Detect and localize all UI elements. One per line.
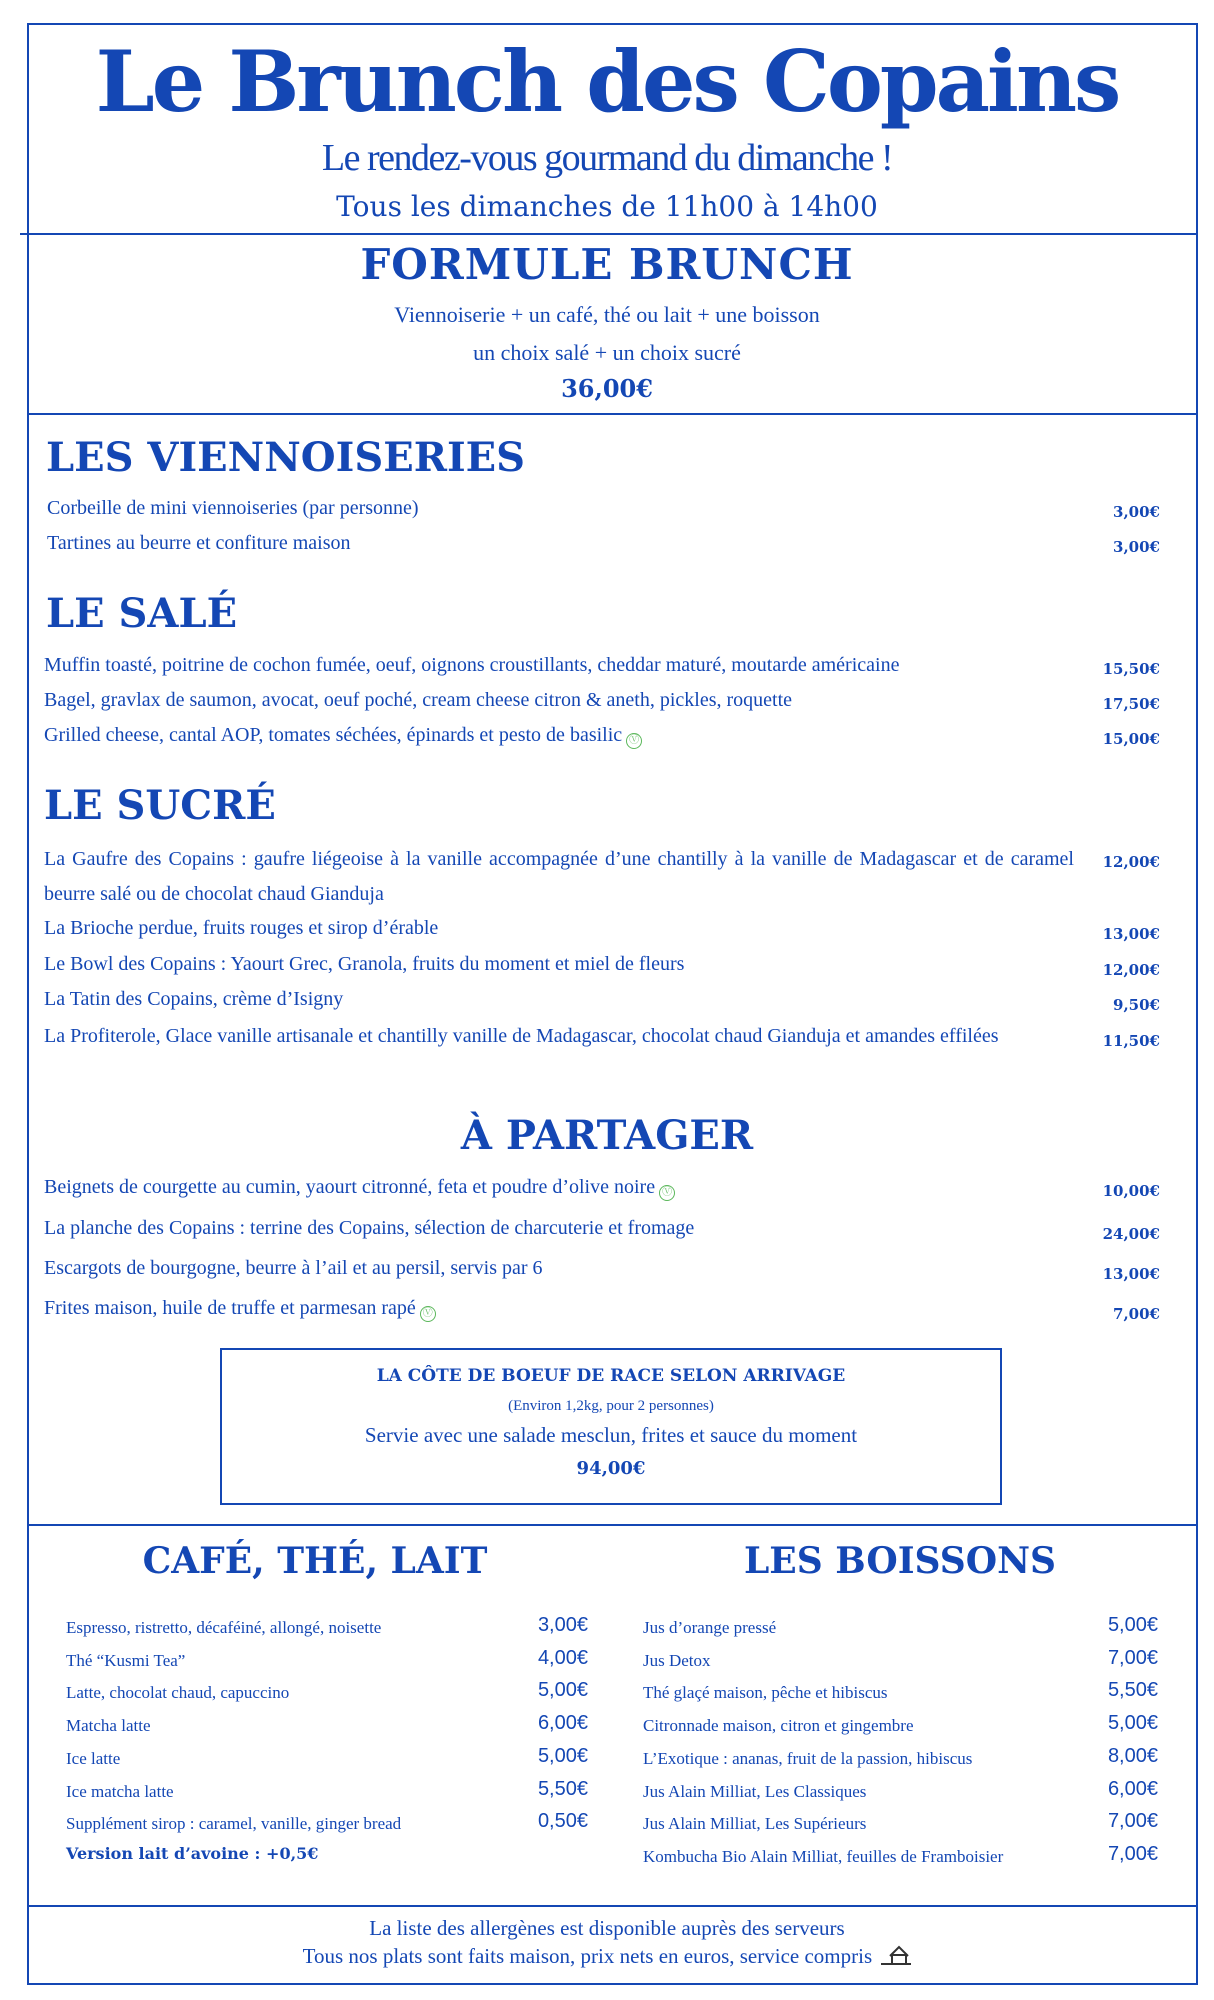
drink-name: Espresso, ristretto, décaféiné, allongé, noisette	[66, 1618, 382, 1637]
formule-line-1: Viennoiserie + un café, thé ou lait + une boisson	[394, 302, 820, 327]
drink-name: Thé glaçé maison, pêche et hibiscus	[643, 1683, 888, 1703]
drink-price: 3,00€	[537, 1614, 588, 1636]
drink-price: 7,00€	[1107, 1810, 1158, 1833]
drink-price: 5,50€	[1107, 1679, 1158, 1702]
restaurant-subtitle: Le rendez-vous gourmand du dimanche !	[321, 137, 893, 179]
section-title-sucre: LE SUCRÉ	[44, 782, 276, 829]
divider-header	[20, 233, 1198, 235]
special-description: Servie avec une salade mesclun, frites et sauce du moment	[364, 1423, 858, 1447]
item-name: La Profiterole, Glace vanille artisanale et chantilly vanille de Madagascar, chocolat chaud Gianduja et amandes effilées	[44, 1025, 999, 1047]
item-price: 24,00€	[1102, 1225, 1160, 1243]
drink-name: Latte, chocolat chaud, capuccino	[66, 1683, 290, 1703]
item-price: 15,00€	[1102, 730, 1160, 748]
footer-info	[0, 1942, 1214, 1970]
drink-price: 6,00€	[1107, 1777, 1158, 1800]
drink-price: 0,50€	[537, 1810, 588, 1833]
special-subtitle: (Environ 1,2kg, pour 2 personnes)	[508, 1398, 714, 1414]
drink-name: Matcha latte	[66, 1716, 151, 1736]
menu-item	[47, 492, 1160, 524]
drink-price: 4,00€	[537, 1646, 588, 1669]
vegetarian-icon: Ⓥ	[420, 1306, 436, 1322]
divider-formule	[27, 413, 1198, 415]
menu-item	[44, 684, 1160, 716]
drink-name: Citronnade maison, citron et gingembre	[643, 1716, 914, 1736]
item-name: Frites maison, huile de truffe et parmesan rapé	[44, 1297, 416, 1319]
item-name: La Tatin des Copains, crème d’Isigny	[44, 988, 344, 1010]
footer-info-text: Tous nos plats sont faits maison, prix nets en euros, service compris	[302, 1944, 873, 1968]
drink-name: Kombucha Bio Alain Milliat, feuilles de Framboisier	[643, 1846, 1004, 1866]
item-name: Corbeille de mini viennoiseries (par personne)	[47, 497, 419, 519]
menu-item	[44, 1212, 1160, 1244]
drink-price: 5,00€	[537, 1679, 588, 1702]
section-title-boissons: LES BOISSONS	[743, 1540, 1057, 1582]
drink-price: 5,00€	[1107, 1712, 1158, 1735]
drink-name: Ice latte	[66, 1748, 121, 1768]
drink-price: 8,00€	[1107, 1744, 1158, 1767]
item-price: 12,00€	[1102, 853, 1160, 871]
house-made-icon	[881, 1943, 911, 1967]
item-price: 13,00€	[1102, 925, 1160, 943]
drink-name: Ice matcha latte	[66, 1781, 174, 1801]
item-name: Beignets de courgette au cumin, yaourt citronné, feta et poudre d’olive noire	[44, 1176, 656, 1198]
opening-hours: Tous les dimanches de 11h00 à 14h00	[336, 190, 878, 223]
drink-price: 6,00€	[537, 1712, 588, 1735]
item-name: Grilled cheese, cantal AOP, tomates séchées, épinards et pesto de basilic	[44, 724, 623, 746]
section-title-viennoiseries: LES VIENNOISERIES	[46, 434, 526, 481]
item-name: Escargots de bourgogne, beurre à l’ail et au persil, servis par 6	[44, 1257, 543, 1279]
drink-price: 5,00€	[537, 1744, 588, 1767]
drink-name: L’Exotique : ananas, fruit de la passion, hibiscus	[643, 1748, 973, 1768]
item-price: 13,00€	[1102, 1265, 1160, 1283]
item-price: 10,00€	[1102, 1182, 1160, 1200]
item-price: 9,50€	[1113, 996, 1160, 1014]
drink-name: Jus d’orange pressé	[643, 1618, 777, 1637]
section-title-partager: À PARTAGER	[460, 1112, 754, 1159]
menu-item	[44, 842, 1160, 912]
item-name: La Gaufre des Copains : gaufre liégeoise à la vanille accompagnée d’une chantilly à la vanille de Madagascar et de caramel beurre salé ou de chocolat chaud Gianduja	[44, 848, 1074, 905]
oat-milk-note: Version lait d’avoine : +0,5€	[66, 1844, 319, 1863]
item-name: Bagel, gravlax de saumon, avocat, oeuf poché, cream cheese citron & aneth, pickles, roquette	[44, 689, 793, 711]
item-price: 3,00€	[1113, 538, 1160, 556]
drink-name: Jus Alain Milliat, Les Supérieurs	[643, 1814, 867, 1834]
item-name: La planche des Copains : terrine des Copains, sélection de charcuterie et fromage	[44, 1217, 695, 1239]
footer-allergens: La liste des allergènes est disponible auprès des serveurs	[369, 1916, 845, 1940]
drink-price: 7,00€	[1107, 1646, 1158, 1669]
divider-drinks	[27, 1524, 1198, 1526]
item-price: 17,50€	[1102, 695, 1160, 713]
item-name: Tartines au beurre et confiture maison	[47, 532, 351, 554]
item-price: 7,00€	[1113, 1305, 1160, 1323]
menu-item	[44, 1019, 1160, 1054]
formule-line-2: un choix salé + un choix sucré	[473, 340, 741, 365]
drink-name: Jus Detox	[643, 1650, 711, 1670]
drink-name: Jus Alain Milliat, Les Classiques	[643, 1781, 867, 1801]
menu-item	[44, 1292, 1160, 1324]
section-title-cafe: CAFÉ, THÉ, LAIT	[142, 1540, 488, 1582]
menu-item	[44, 912, 1160, 944]
item-price: 15,50€	[1102, 660, 1160, 678]
formule-price: 36,00€	[561, 374, 653, 403]
drink-price: 5,50€	[537, 1777, 588, 1800]
restaurant-title: Le Brunch des Copains	[95, 32, 1119, 131]
menu-item	[44, 719, 1160, 751]
vegetarian-icon: Ⓥ	[659, 1185, 675, 1201]
special-price: 94,00€	[576, 1458, 646, 1479]
item-price: 11,50€	[1102, 1032, 1160, 1050]
menu-item	[47, 527, 1160, 559]
drink-name: Supplément sirop : caramel, vanille, ginger bread	[66, 1814, 402, 1834]
divider-footer	[27, 1905, 1198, 1907]
item-price: 3,00€	[1113, 503, 1160, 521]
drink-price: 5,00€	[1107, 1614, 1158, 1636]
item-name: La Brioche perdue, fruits rouges et sirop d’érable	[44, 917, 439, 939]
menu-item	[44, 983, 1160, 1015]
special-box	[220, 1348, 1002, 1505]
vegetarian-icon: Ⓥ	[626, 733, 642, 749]
drink-name: Thé “Kusmi Tea”	[66, 1650, 186, 1670]
menu-item	[44, 649, 1160, 681]
item-name: Muffin toasté, poitrine de cochon fumée, oeuf, oignons croustillants, cheddar maturé, moutarde américaine	[44, 654, 900, 676]
menu-item	[44, 1252, 1160, 1284]
drink-price: 7,00€	[1107, 1842, 1158, 1865]
item-price: 12,00€	[1102, 961, 1160, 979]
special-title: LA CÔTE DE BOEUF DE RACE SELON ARRIVAGE	[376, 1366, 846, 1386]
formule-title: FORMULE BRUNCH	[360, 240, 854, 289]
menu-item	[44, 1171, 1160, 1203]
section-title-sale: LE SALÉ	[46, 590, 238, 637]
menu-item	[44, 948, 1160, 980]
item-name: Le Bowl des Copains : Yaourt Grec, Granola, fruits du moment et miel de fleurs	[44, 953, 685, 975]
